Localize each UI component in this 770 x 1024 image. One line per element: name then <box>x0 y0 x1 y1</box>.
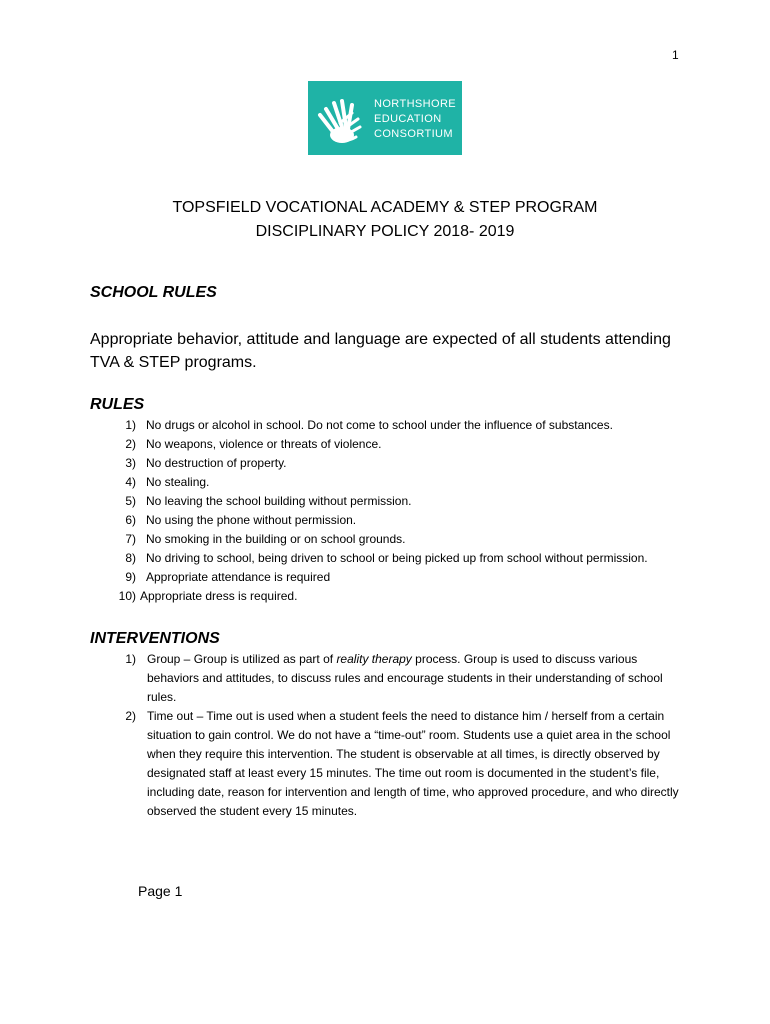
title-line-1: TOPSFIELD VOCATIONAL ACADEMY & STEP PROGRAM <box>172 199 598 216</box>
item-number: 2) <box>125 709 136 723</box>
emphasis-text: reality therapy <box>336 652 412 666</box>
page-number: 1 <box>672 48 679 62</box>
item-number: 7) <box>125 532 136 546</box>
item-number: 10) <box>118 589 136 603</box>
item-number: 4) <box>125 475 136 489</box>
item-number: 3) <box>125 456 136 470</box>
school-rules-heading: SCHOOL RULES <box>90 284 217 301</box>
item-text <box>136 707 680 821</box>
document-title <box>0 196 770 244</box>
hands-icon <box>312 89 372 149</box>
item-text-part: Group – Group is utilized as part of <box>147 652 337 666</box>
interventions-list <box>90 650 680 821</box>
list-item <box>90 454 690 473</box>
item-number: 5) <box>125 494 136 508</box>
item-text: No using the phone without permission. <box>146 513 357 527</box>
item-number: 1) <box>125 652 136 666</box>
item-text <box>136 650 680 707</box>
list-item <box>90 492 690 511</box>
list-item <box>90 435 690 454</box>
rules-heading: RULES <box>90 396 145 413</box>
interventions-heading: INTERVENTIONS <box>90 630 220 647</box>
school-rules-intro: Appropriate behavior, attitude and language are expected of all students attending TVA & STEP programs. <box>90 331 671 371</box>
rules-list <box>90 416 690 606</box>
item-number: 8) <box>125 551 136 565</box>
list-item <box>90 473 690 492</box>
title-line-2: DISCIPLINARY POLICY 2018- 2019 <box>255 223 515 240</box>
item-text: No driving to school, being driven to school or being picked up from school without permission. <box>146 551 648 565</box>
item-text: Appropriate attendance is required <box>146 570 331 584</box>
list-item <box>90 511 690 530</box>
list-item <box>90 650 680 707</box>
item-text-part: Time out – Time out is used when a student feels the need to distance him / herself from a certain situation to gain control. We do not have a “time-out” room. Students use a quiet area in the school when they require this intervention. The student is observable at all times, is directly observed by designated staff at least every 15 minutes. The time out room is documented in the student’s file, including date, reason for intervention and length of time, who approved procedure, and who directly observed the student every 15 minutes. <box>147 709 679 818</box>
list-item <box>90 416 690 435</box>
item-text: No destruction of property. <box>146 456 287 470</box>
item-number: 6) <box>125 513 136 527</box>
item-text: No smoking in the building or on school grounds. <box>146 532 406 546</box>
item-text: No drugs or alcohol in school. Do not come to school under the influence of substances. <box>146 418 613 432</box>
item-number: 2) <box>125 437 136 451</box>
logo-line-2: EDUCATION <box>374 113 442 125</box>
logo-line-1: NORTHSHORE <box>374 98 457 110</box>
item-text: Appropriate dress is required. <box>140 589 298 603</box>
logo-line-3: CONSORTIUM <box>374 128 453 140</box>
list-item <box>90 568 690 587</box>
list-item <box>90 549 690 568</box>
item-text: No leaving the school building without permission. <box>146 494 412 508</box>
item-number: 1) <box>125 418 136 432</box>
list-item <box>90 587 690 606</box>
list-item <box>90 707 680 821</box>
item-text-part: process. Group is used to discuss various behaviors and attitudes, to discuss rules and encourage students in their understanding of school rules. <box>147 652 663 704</box>
footer-page-label: Page 1 <box>138 883 183 899</box>
list-item <box>90 530 690 549</box>
item-text: No weapons, violence or threats of violence. <box>146 437 382 451</box>
item-text: No stealing. <box>146 475 210 489</box>
consortium-logo <box>308 81 462 155</box>
item-number: 9) <box>125 570 136 584</box>
